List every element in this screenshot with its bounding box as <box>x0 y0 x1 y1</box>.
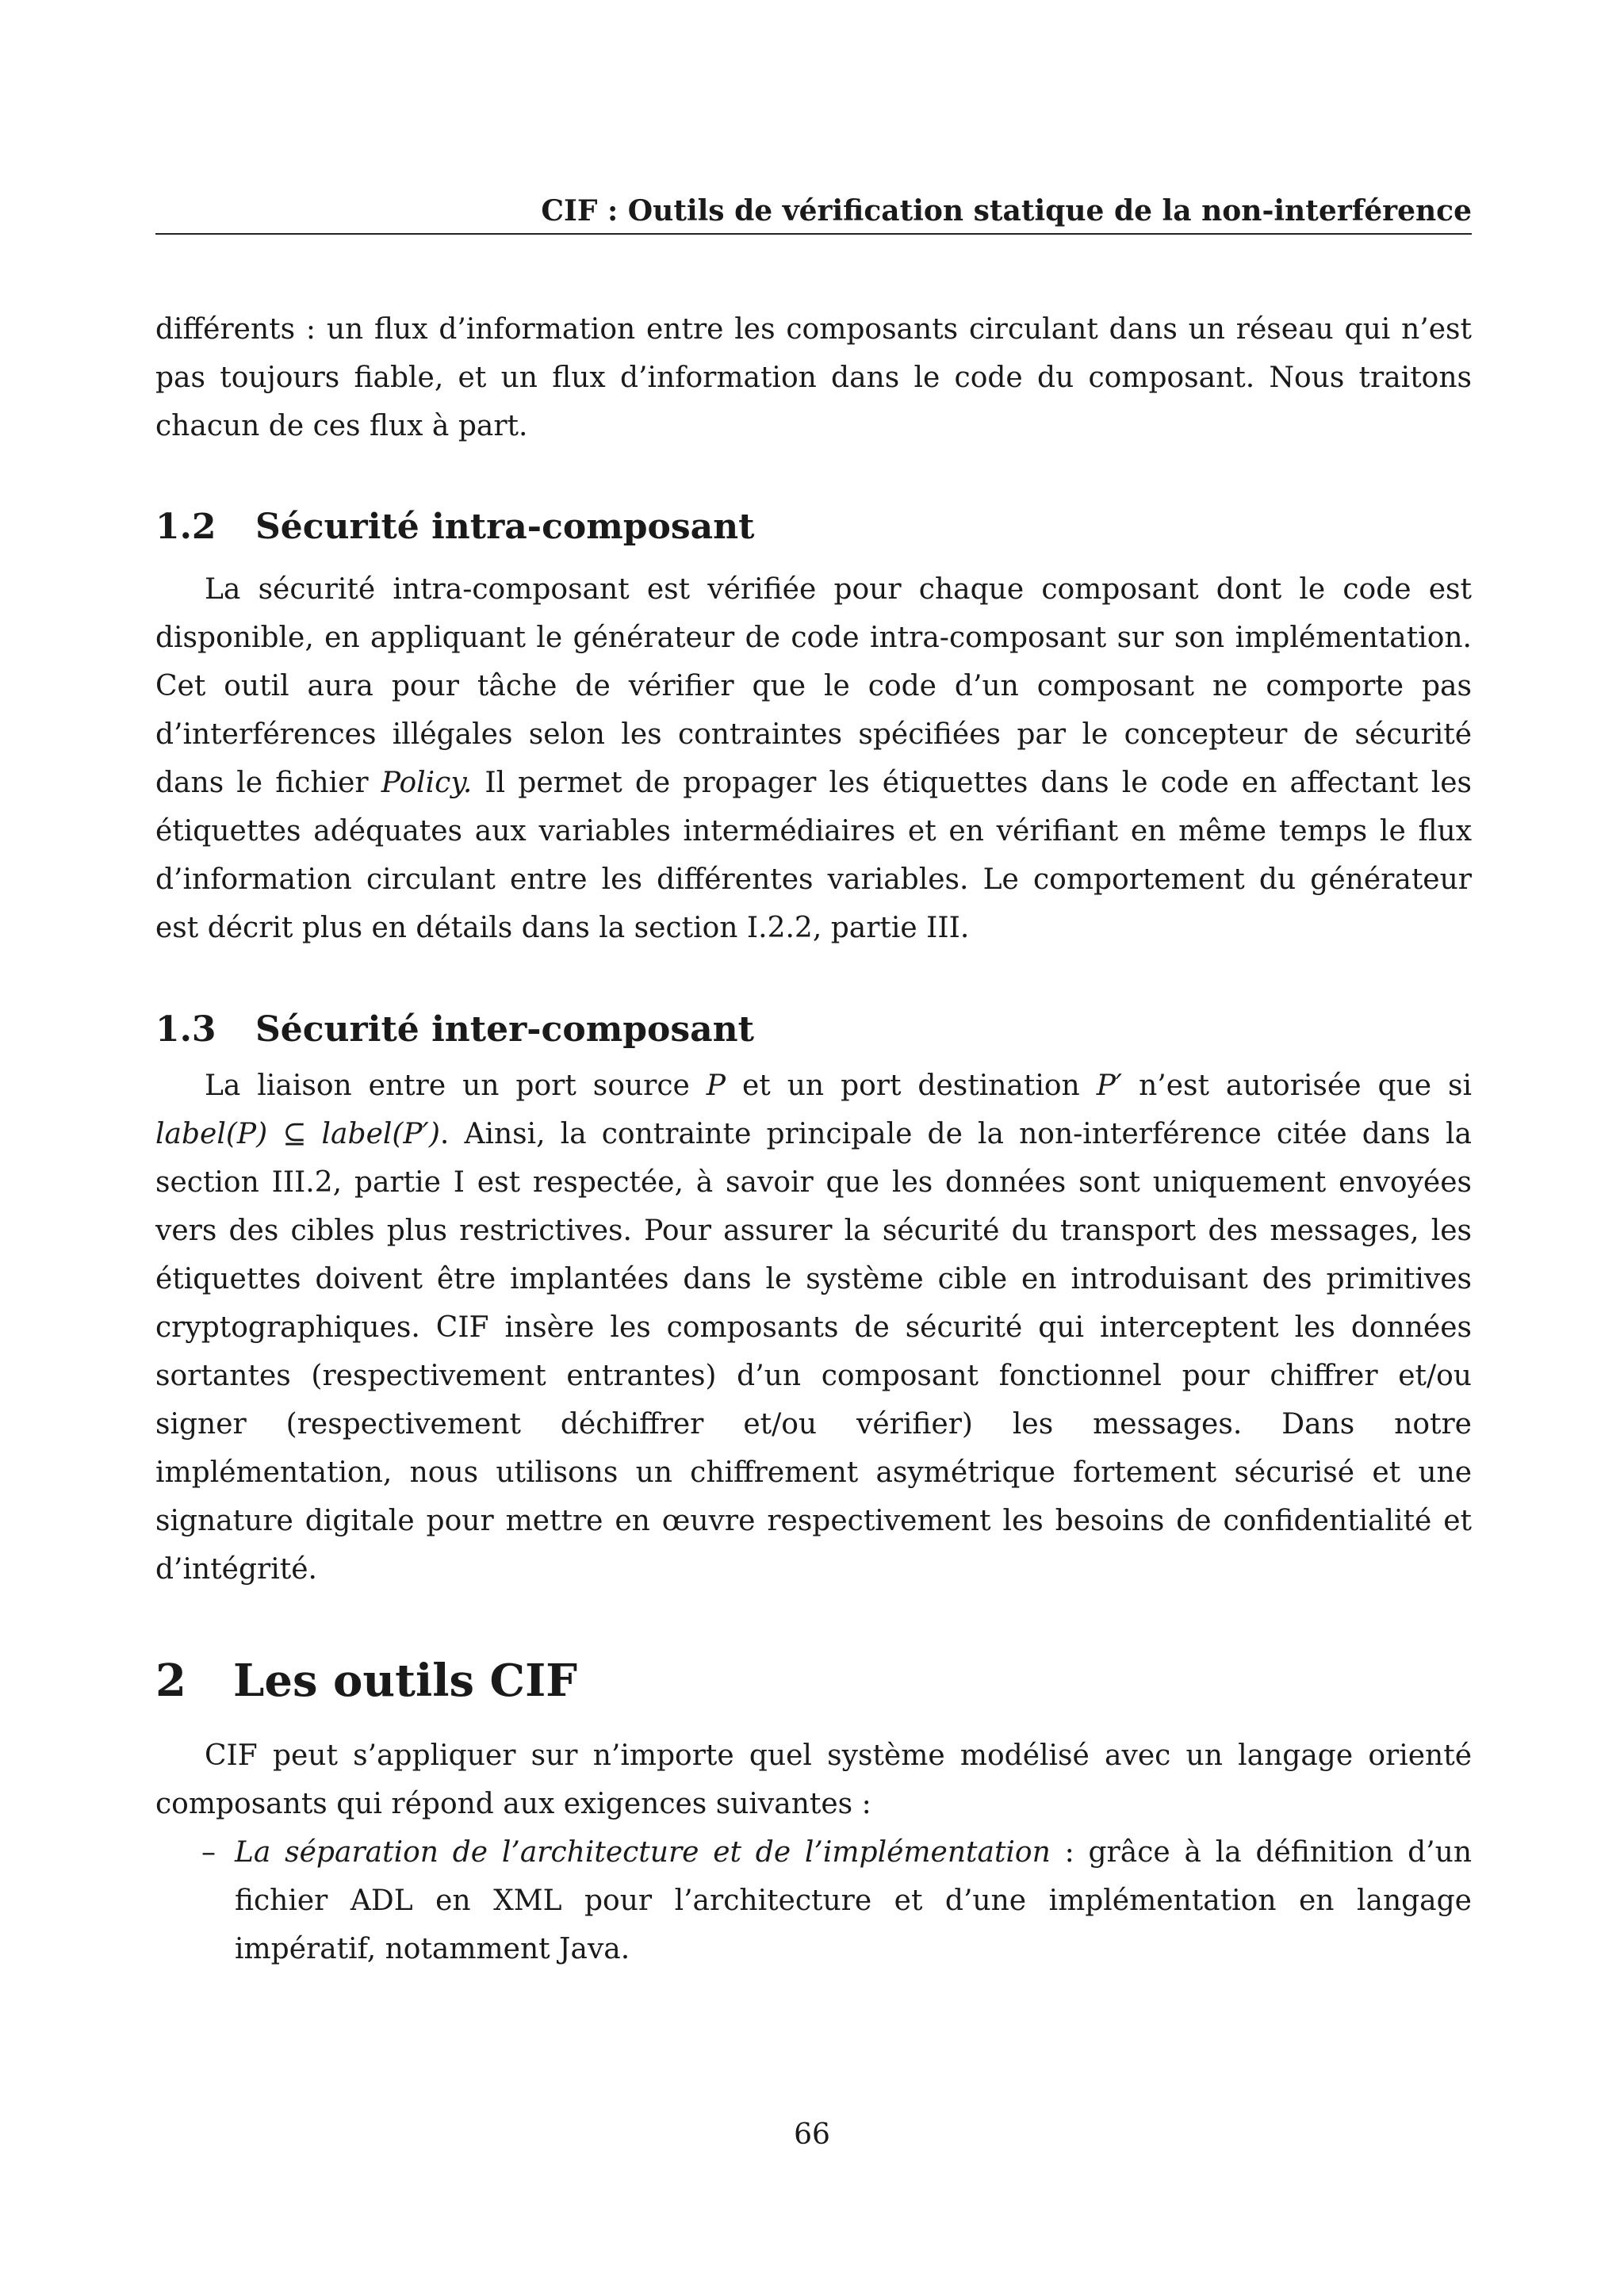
policy-term: Policy. <box>381 767 473 799</box>
variable-p-prime: P′ <box>1096 1070 1123 1102</box>
section-1-2-number: 1.2 <box>155 507 216 547</box>
section-1-2-heading <box>155 503 1472 551</box>
section-1-2-text-b: Il permet de propager les étiquettes dans le code en affectant les étiquettes adéquates aux variables intermédiaires et en vérifiant en même temps le flux d’information circulant entre les différentes variables. Le comportement du générateur est décrit plus en détails dans la section I.2.2, partie III. <box>155 767 1472 944</box>
list-item <box>155 1828 1472 1973</box>
math-expression-1: (P) ⊆ <box>225 1118 322 1150</box>
section-1-3-text-2: et un port destination <box>726 1070 1097 1102</box>
section-1-3-text-4: . Ainsi, la contrainte principale de la non-interférence citée dans la section III.2, partie I est respectée, à savoir que les données sont uniquement envoyées vers des cibles plus restrictives. Pour assurer la sécurité du transport des messages, les étiquettes doivent être implantées dans le système cible en introduisant des primitives cryptographiques. CIF insère les composants de sécurité qui interceptent les données sortantes (respectivement entrantes) d’un composant fonctionnel pour chiffrer et/ou signer (respectivement déchiffrer et/ou vérifier) les messages. Dans notre implémentation, nous utilisons un chiffrement asymétrique fortement sécurisé et une signature digitale pour mettre en œuvre respectivement les besoins de confidentialité et d’intégrité. <box>155 1118 1472 1586</box>
section-1-2-paragraph <box>155 565 1472 952</box>
section-2-heading <box>155 1649 1472 1712</box>
section-1-3-heading <box>155 1006 1472 1054</box>
list-dash: – <box>201 1836 216 1869</box>
section-1-3-text-3: n’est autorisée que si <box>1122 1070 1472 1102</box>
section-1-3-paragraph <box>155 1062 1472 1594</box>
section-1-3-number: 1.3 <box>155 1009 216 1050</box>
page-number: 66 <box>794 2118 830 2151</box>
list-item-text: : grâce à la définition d’un fichier ADL en XML pour l’architecture et d’une implémentation en langage impératif, notamment Java. <box>235 1836 1473 1965</box>
label-function-1: label <box>155 1118 226 1150</box>
intro-paragraph: différents : un flux d’information entre les composants circulant dans un réseau qui n’est pas toujours fiable, et un flux d’information dans le code du composant. Nous traitons chacun de ces flux à part. <box>155 313 1472 442</box>
section-1-2-title: Sécurité intra-composant <box>255 507 755 547</box>
list-item-italic: La séparation de l’architecture et de l’implémentation <box>235 1836 1051 1869</box>
variable-p: P <box>706 1070 726 1102</box>
section-2-title: Les outils CIF <box>233 1655 578 1707</box>
section-2-number: 2 <box>155 1655 186 1707</box>
math-expression-2: (P′) <box>392 1118 440 1150</box>
requirements-list <box>155 1828 1472 1973</box>
section-1-3-title: Sécurité inter-composant <box>255 1009 754 1050</box>
page-content <box>155 305 1472 1973</box>
label-function-2: label <box>321 1118 393 1150</box>
running-header: CIF : Outils de vérification statique de la non-interférence <box>155 187 1472 235</box>
section-1-2-text-a: La sécurité intra-composant est vérifiée pour chaque composant dont le code est disponible, en appliquant le générateur de code intra-composant sur son implémentation. Cet outil aura pour tâche de vérifier que le code d’un composant ne comporte pas d’interférences illégales selon les contraintes spécifiées par le concepteur de sécurité dans le fichier <box>155 573 1472 799</box>
section-2-paragraph: CIF peut s’appliquer sur n’importe quel système modélisé avec un langage orienté composants qui répond aux exigences suivantes : <box>155 1739 1472 1820</box>
section-1-3-text-1: La liaison entre un port source <box>205 1070 707 1102</box>
